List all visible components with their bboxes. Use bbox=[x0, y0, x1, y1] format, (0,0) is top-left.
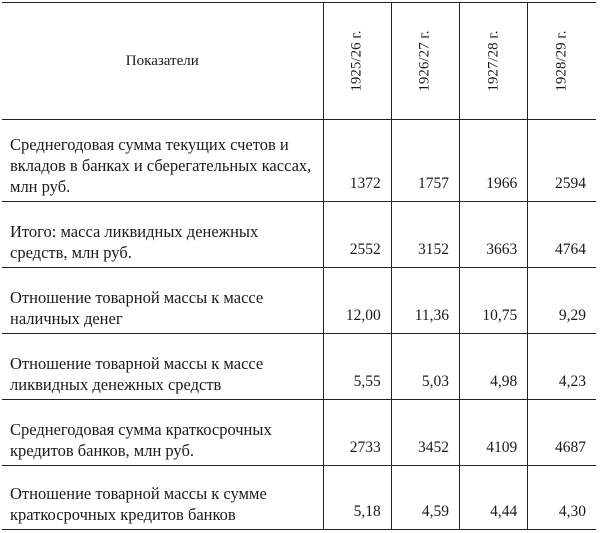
table-row bbox=[2, 268, 596, 334]
table-cell: 3663 bbox=[460, 202, 528, 268]
table-cell: 1372 bbox=[323, 120, 391, 202]
table-row bbox=[2, 120, 596, 202]
header-year-label: 1927/28 г. bbox=[485, 30, 502, 92]
table-cell: 2594 bbox=[528, 120, 596, 202]
table-cell: 2733 bbox=[323, 400, 391, 466]
row-label: Отношение товарной массы к массе ликвидных денежных средств bbox=[2, 334, 323, 400]
table-cell: 5,55 bbox=[323, 334, 391, 400]
table-row bbox=[2, 400, 596, 466]
table-cell: 4,98 bbox=[460, 334, 528, 400]
table-cell: 2552 bbox=[323, 202, 391, 268]
row-label: Отношение товарной массы к сумме краткосрочных кредитов банков bbox=[2, 466, 323, 530]
row-label: Среднегодовая сумма краткосрочных кредитов банков, млн руб. bbox=[2, 400, 323, 466]
header-year-1925-26 bbox=[323, 3, 391, 120]
table-cell: 12,00 bbox=[323, 268, 391, 334]
header-indicators: Показатели bbox=[2, 3, 323, 120]
header-year-1928-29 bbox=[528, 3, 596, 120]
table-row bbox=[2, 334, 596, 400]
table-cell: 11,36 bbox=[391, 268, 459, 334]
table-cell: 5,03 bbox=[391, 334, 459, 400]
table-cell: 3152 bbox=[391, 202, 459, 268]
table-cell: 5,18 bbox=[323, 466, 391, 530]
header-year-1927-28 bbox=[460, 3, 528, 120]
header-year-1926-27 bbox=[391, 3, 459, 120]
table-cell: 4109 bbox=[460, 400, 528, 466]
table-row bbox=[2, 466, 596, 530]
table-cell: 10,75 bbox=[460, 268, 528, 334]
table-cell: 4,44 bbox=[460, 466, 528, 530]
table-cell: 1966 bbox=[460, 120, 528, 202]
table-cell: 4,30 bbox=[528, 466, 596, 530]
row-label: Среднегодовая сумма текущих счетов и вкладов в банках и сберегательных кассах, млн руб. bbox=[2, 120, 323, 202]
row-label: Итого: масса ликвидных денежных средств, млн руб. bbox=[2, 202, 323, 268]
table-cell: 1757 bbox=[391, 120, 459, 202]
header-year-label: 1925/26 г. bbox=[348, 30, 365, 92]
statistics-table bbox=[2, 2, 596, 530]
header-row bbox=[2, 3, 596, 120]
table-row bbox=[2, 202, 596, 268]
table-cell: 4,23 bbox=[528, 334, 596, 400]
table-cell: 4,59 bbox=[391, 466, 459, 530]
table-cell: 3452 bbox=[391, 400, 459, 466]
table-cell: 4764 bbox=[528, 202, 596, 268]
row-label: Отношение товарной массы к массе наличных денег bbox=[2, 268, 323, 334]
header-year-label: 1926/27 г. bbox=[416, 30, 433, 92]
table-cell: 9,29 bbox=[528, 268, 596, 334]
header-year-label: 1928/29 г. bbox=[553, 30, 570, 92]
table-cell: 4687 bbox=[528, 400, 596, 466]
